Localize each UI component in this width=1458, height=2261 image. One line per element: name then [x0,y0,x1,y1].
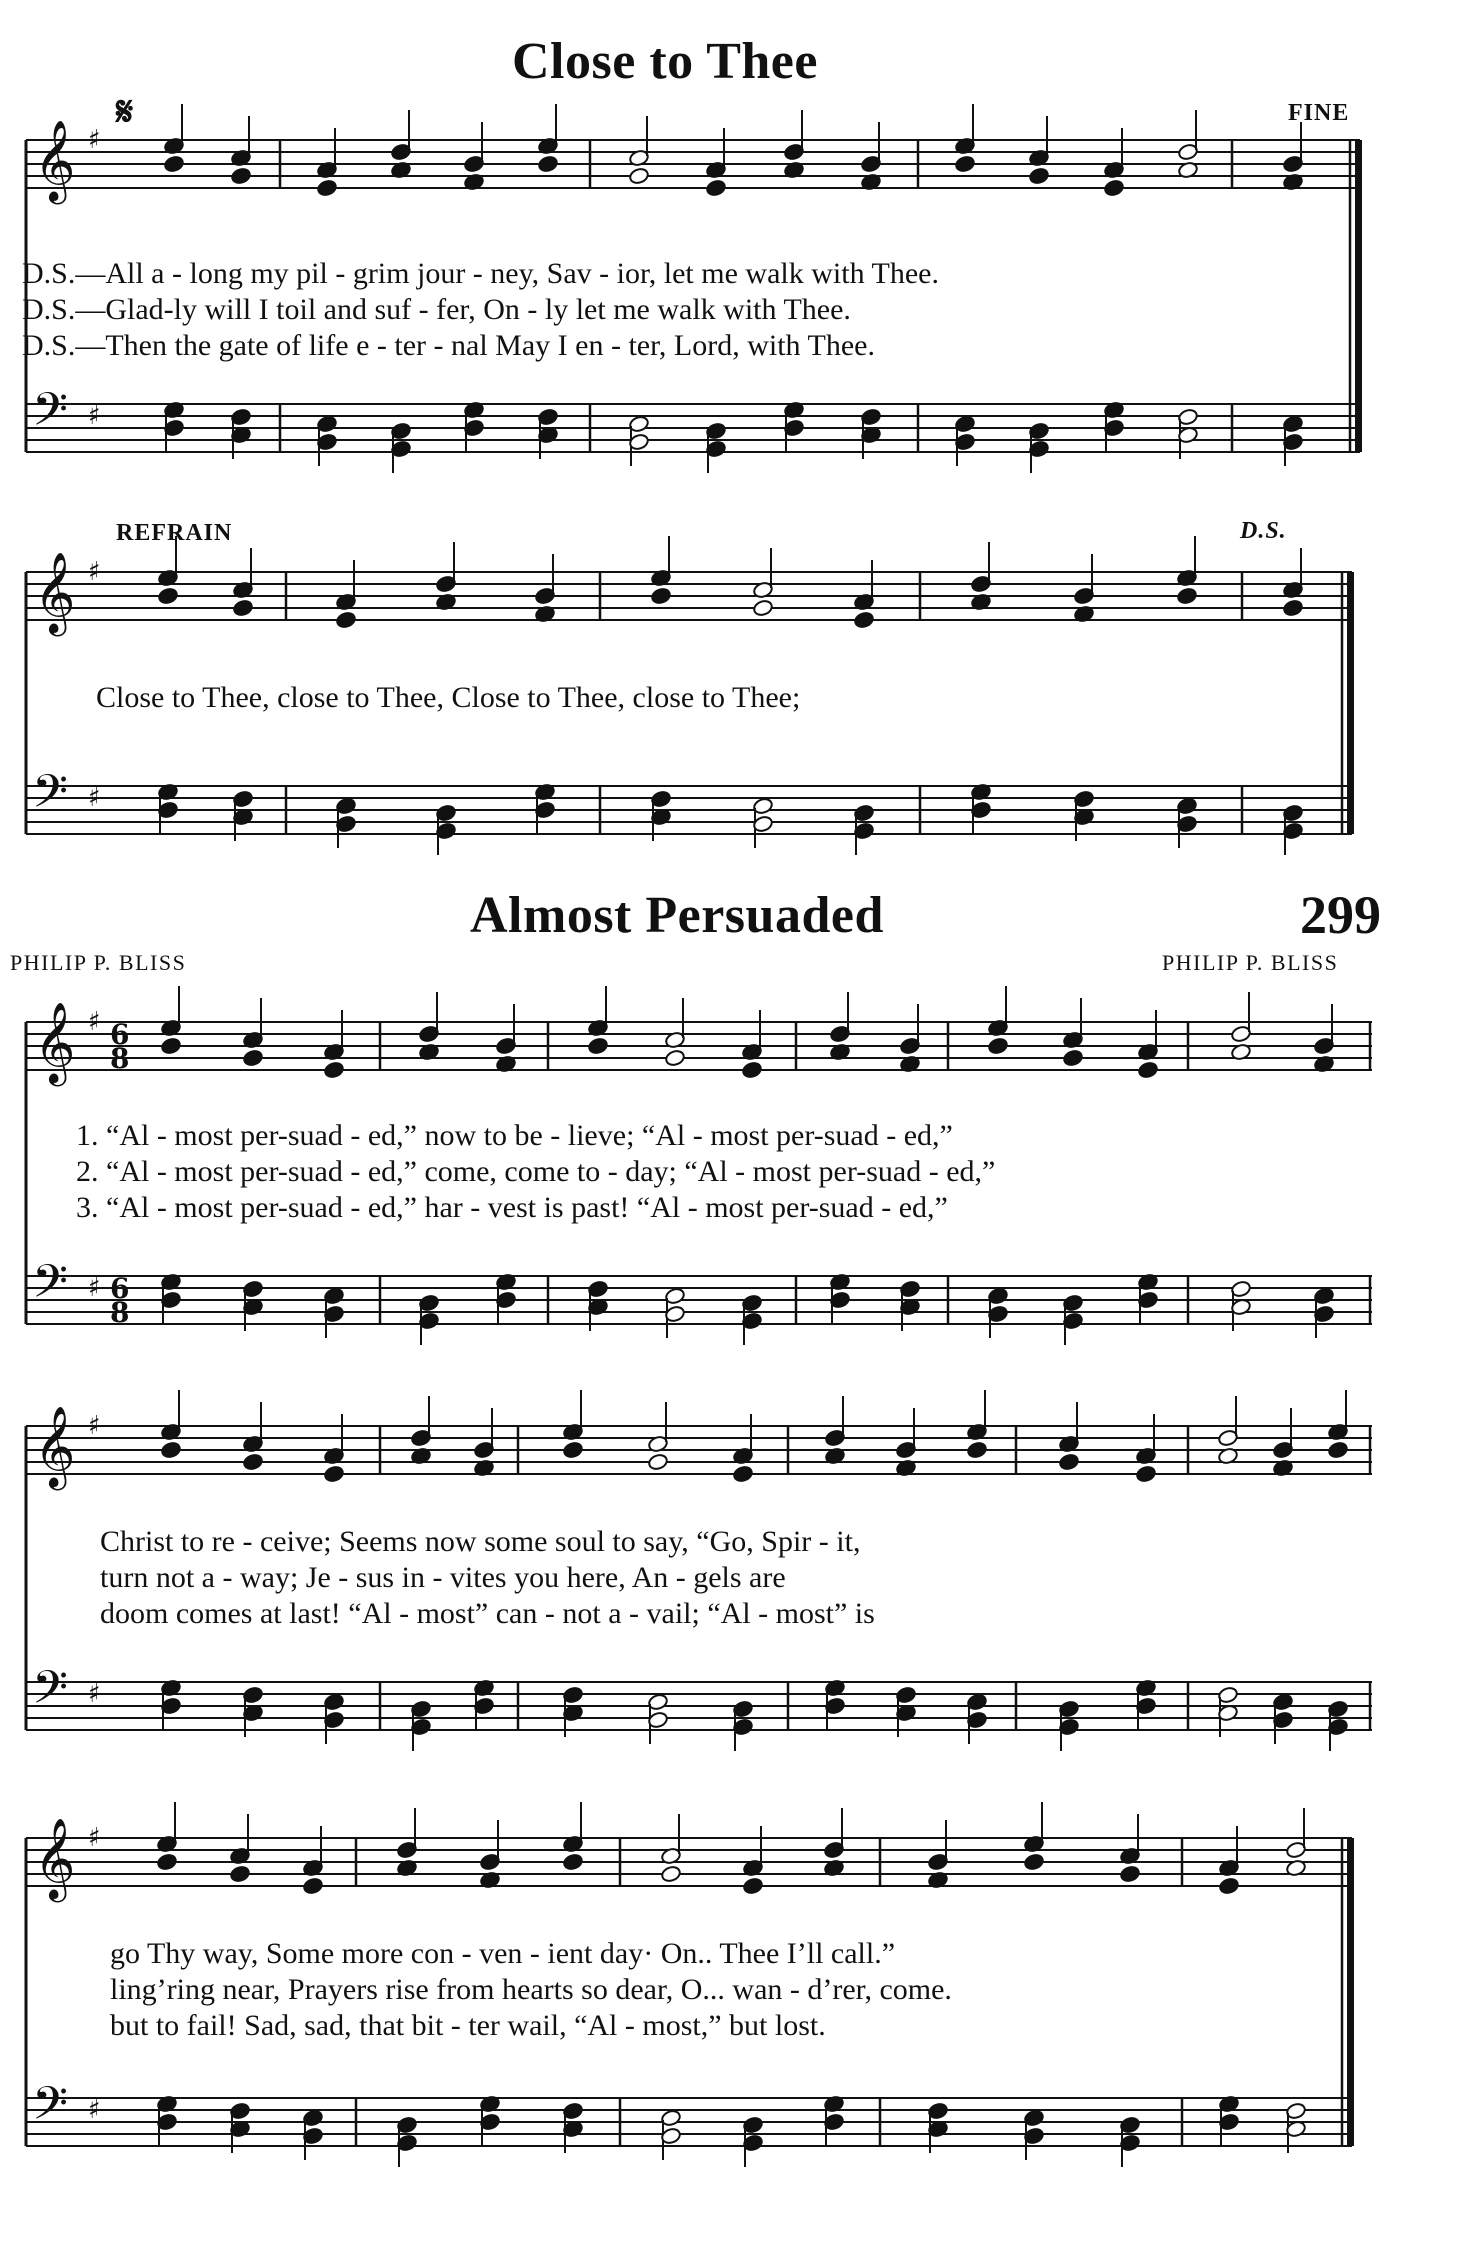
final-bar [1355,140,1362,452]
key-sharp: ♯ [88,783,101,813]
lyric-line-1: D.S.—All a - long my pil - grim jour - ney, Sav - ior, let me walk with Thee. [22,257,939,290]
note-head [628,167,649,185]
fine-marker: FINE [1288,100,1350,126]
treble-clef: 𝄞 [34,1001,76,1083]
time-signature: 6 [110,1272,130,1305]
note-head [954,155,975,173]
verse-lyric-s2-l3: doom comes at last! “Al - most” can - not a - vail; “Al - most” is [100,1597,875,1630]
time-signature: 8 [110,1296,130,1329]
treble-clef: 𝄞 [34,551,76,633]
note-head [302,1877,323,1895]
note-head [664,1049,685,1067]
verse-lyric-s1-l3: 3. “Al - most per-suad - ed,” har - vest is past! “Al - most per-suad - ed,” [76,1191,948,1224]
music-credit: PHILIP P. BLISS [1162,950,1339,975]
note-head [156,1853,177,1871]
note-head [732,1465,753,1483]
note-head [1028,167,1049,185]
ds-marker: D.S. [1240,518,1287,544]
refrain-lyric: Close to Thee, close to Thee, Close to Thee, close to Thee; [96,681,801,714]
note-head [537,155,558,173]
bass-clef: 𝄢 [32,1661,69,1726]
note-head [562,1441,583,1459]
note-head [160,1037,181,1055]
lyric-line-2: D.S.—Glad-ly will I toil and suf - fer, On - ly let me walk with Thee. [22,293,851,326]
treble-clef: 𝄞 [34,1405,76,1487]
verse-lyric-s3-l3: but to fail! Sad, sad, that bit - ter wail, “Al - most,” but lost. [110,2009,826,2042]
note-head [1218,1877,1239,1895]
lyric-line-3: D.S.—Then the gate of life e - ter - nal May I en - ter, Lord, with Thee. [22,329,875,362]
note-head [853,611,874,629]
note-head [163,155,184,173]
note-head [587,1037,608,1055]
note-head [1282,599,1303,617]
note-head [1023,1853,1044,1871]
key-sharp: ♯ [88,557,101,587]
note-head [987,1037,1008,1055]
time-signature: 6 [110,1018,130,1051]
verse-lyric-s1-l1: 1. “Al - most per-suad - ed,” now to be - lieve; “Al - most per-suad - ed,” [76,1119,953,1152]
note-head [229,1865,250,1883]
key-sharp: ♯ [88,1823,101,1853]
note-head [230,167,251,185]
note-head [741,1061,762,1079]
verse-lyric-s2-l2: turn not a - way; Je - sus in - vites you here, An - gels are [100,1561,786,1594]
note-head [242,1453,263,1471]
note-head [966,1441,987,1459]
note-head [650,587,671,605]
note-head [323,1061,344,1079]
segno-sign: 𝄋 [116,89,135,134]
hymn-title-close-to-thee: Close to Thee [512,33,818,90]
note-head [1135,1465,1156,1483]
refrain-label: REFRAIN [116,520,233,546]
note-head [1119,1865,1140,1883]
hymn-number: 299 [1300,885,1381,945]
note-head [647,1453,668,1471]
note-head [335,611,356,629]
note-head [1103,179,1124,197]
key-sharp: ♯ [88,1273,101,1303]
key-sharp: ♯ [88,1411,101,1441]
note-head [157,587,178,605]
note-head [242,1049,263,1067]
note-head [705,179,726,197]
key-sharp: ♯ [88,1007,101,1037]
note-head [1327,1441,1348,1459]
verse-lyric-s2-l1: Christ to re - ceive; Seems now some soul to say, “Go, Spir - it, [100,1525,861,1558]
note-head [1176,587,1197,605]
words-credit: PHILIP P. BLISS [10,950,187,975]
note-head [323,1465,344,1483]
verse-lyric-s3-l2: ling’ring near, Prayers rise from hearts so dear, O... wan - d’rer, come. [110,1973,952,2006]
note-head [1137,1061,1158,1079]
final-bar [1347,572,1354,834]
treble-clef: 𝄞 [34,1817,76,1899]
note-head [660,1865,681,1883]
note-head [316,179,337,197]
key-sharp: ♯ [88,125,101,155]
key-sharp: ♯ [88,401,101,431]
verse-lyric-s3-l1: go Thy way, Some more con - ven - ient day· On.. Thee I’ll call.” [110,1937,896,1970]
treble-clef: 𝄞 [34,119,76,201]
bass-clef: 𝄢 [32,2077,69,2142]
note-head [752,599,773,617]
note-head [562,1853,583,1871]
verse-lyric-s1-l2: 2. “Al - most per-suad - ed,” come, come to - day; “Al - most per-suad - ed,” [76,1155,996,1188]
bass-clef: 𝄢 [32,765,69,830]
key-sharp: ♯ [88,2095,101,2125]
bass-clef: 𝄢 [32,1255,69,1320]
final-bar [1347,1838,1354,2146]
note-head [160,1441,181,1459]
key-sharp: ♯ [88,1679,101,1709]
note-head [232,599,253,617]
hymn-title-almost-persuaded: Almost Persuaded [470,887,884,944]
note-head [1062,1049,1083,1067]
note-head [742,1877,763,1895]
note-head [1058,1453,1079,1471]
time-signature: 8 [110,1042,130,1075]
bass-clef: 𝄢 [32,383,69,448]
